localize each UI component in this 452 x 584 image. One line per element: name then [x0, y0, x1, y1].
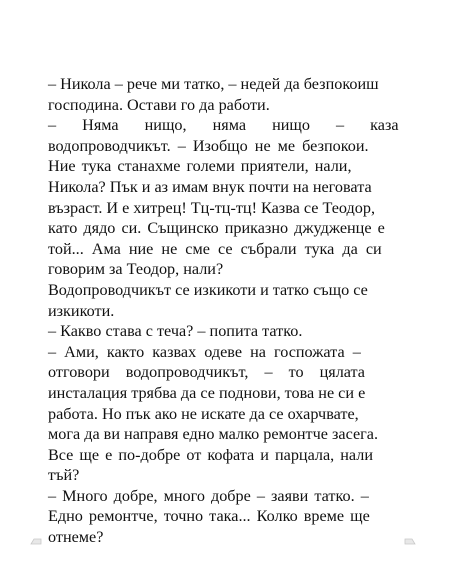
paragraph: [48, 74, 398, 115]
text-line: Едно ремонтче, точно така... Колко време ще: [48, 507, 370, 526]
text-line: – Никола – рече ми татко, – недей да безпокоиш: [48, 75, 379, 93]
paragraph: [48, 486, 398, 548]
paragraph: [48, 280, 398, 321]
text-line: Водопроводчикът се изкикоти и татко също се: [48, 280, 368, 299]
text-line: – Много добре, много добре – заяви татко. –: [48, 486, 369, 505]
text-line: той... Ама ние не сме се събрали тука да си: [48, 239, 382, 258]
text-line: отговори водопроводчикът, – то цялата: [48, 363, 365, 382]
text-line: мога да ви направя едно малко ремонтче засега.: [48, 425, 379, 444]
text-line: водопроводчикът. – Изобщо не ме безпокои.: [48, 136, 369, 155]
page-corner-marker-icon: [404, 532, 416, 540]
text-line: – Ами, както казвах одеве на госпожата –: [48, 342, 361, 361]
page-text: [48, 74, 398, 548]
text-line: работа. Но пък ако не искате да се охарчвате,: [48, 404, 359, 423]
paragraph: [48, 321, 398, 342]
text-line: Никола? Пък и аз имам внук почти на неговата: [48, 177, 372, 196]
text-line: Ние тука станахме големи приятели, нали,: [48, 157, 352, 176]
paragraph: [48, 342, 398, 486]
text-line: Все ще е по-добре от кофата и парцала, нали: [48, 445, 374, 464]
text-line: говорим за Теодор, нали?: [48, 260, 224, 279]
paragraph: [48, 115, 398, 280]
text-line: възраст. И е хитрец! Тц-тц-тц! Казва се Теодор,: [48, 198, 376, 217]
text-line: отнеме?: [48, 528, 104, 547]
text-line: – Няма нищо, няма нищо – каза: [48, 116, 399, 135]
text-line: като дядо си. Същинско приказно джудженце е: [48, 219, 385, 238]
page-corner-marker-icon: [30, 532, 42, 540]
text-line: господина. Остави го да работи.: [48, 95, 270, 114]
text-line: тъй?: [48, 466, 80, 485]
text-line: изкикоти.: [48, 301, 115, 320]
text-line: инсталация трябва да се поднови, това не си е: [48, 383, 366, 402]
text-line: – Какво става с теча? – попита татко.: [48, 322, 303, 341]
